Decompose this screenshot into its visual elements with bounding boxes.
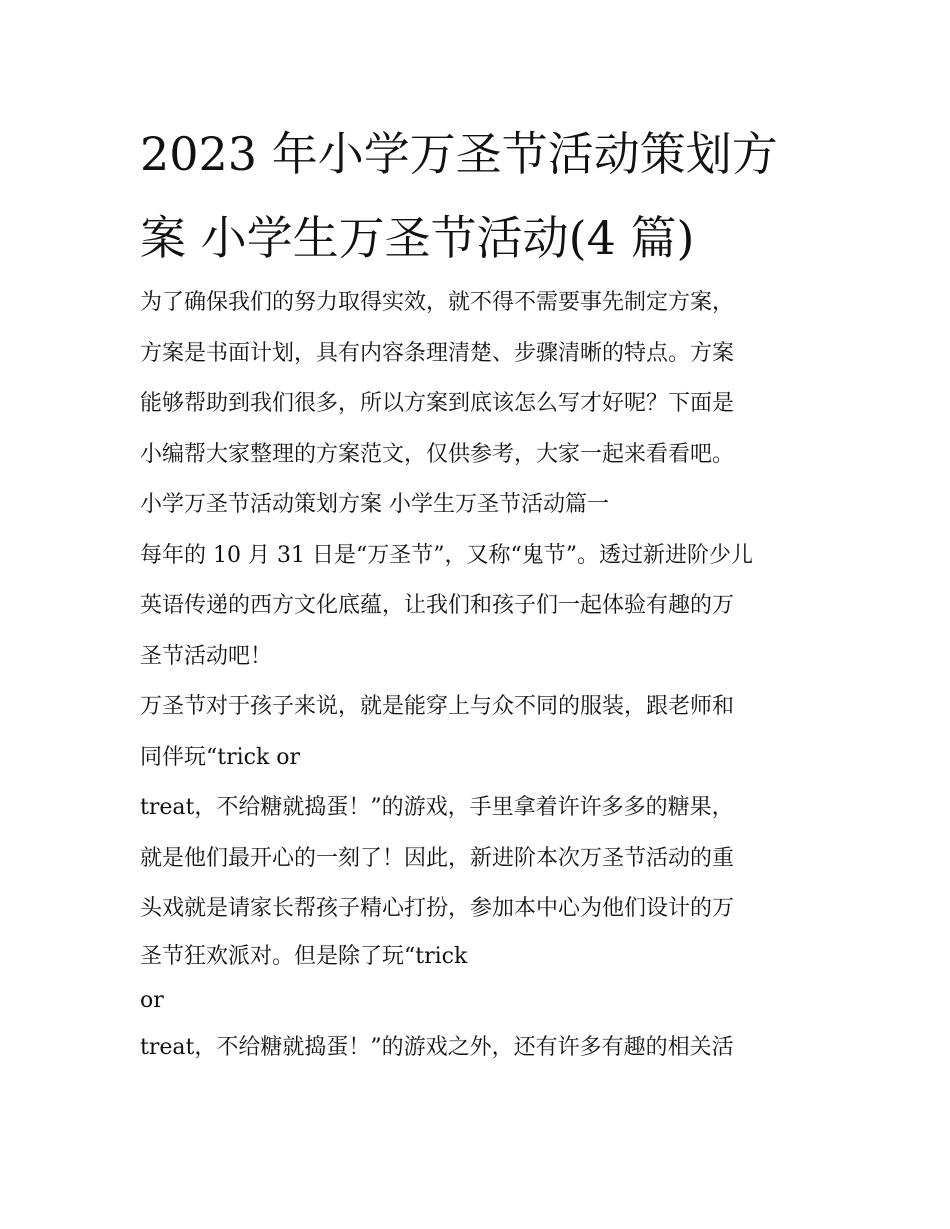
text-line: 圣节活动吧！	[140, 643, 273, 669]
text-line: 小编帮大家整理的方案范文，仅供参考，大家一起来看看吧。	[140, 441, 735, 467]
document-title	[140, 112, 830, 280]
text-line: 为了确保我们的努力取得实效，就不得不需要事先制定方案，	[140, 290, 735, 315]
text-line: 万圣节对于孩子来说，就是能穿上与众不同的服装，跟老师和	[140, 694, 735, 719]
text-line: treat，不给糖就捣蛋！”的游戏之外，还有许多有趣的相关活	[140, 1034, 734, 1060]
text-line: 就是他们最开心的一刻了！因此，新进阶本次万圣节活动的重	[140, 845, 735, 871]
section-heading: 小学万圣节活动策划方案 小学生万圣节活动篇一	[140, 492, 609, 517]
text-line: treat，不给糖就捣蛋！”的游戏，手里拿着许许多多的糖果，	[140, 795, 734, 820]
title-line-1: 2023 年小学万圣节活动策划方	[140, 127, 778, 181]
text-line: 同伴玩“trick or	[140, 744, 301, 770]
text-line: 头戏就是请家长帮孩子精心打扮，参加本中心为他们设计的万	[140, 896, 735, 921]
title-line-2: 案 小学生万圣节活动(4 篇)	[140, 211, 695, 265]
text-line: 能够帮助到我们很多，所以方案到底该怎么写才好呢？下面是	[140, 391, 735, 416]
text-line: 每年的 10 月 31 日是“万圣节”，又称“鬼节”。透过新进阶少儿	[140, 542, 753, 568]
text-line: 英语传递的西方文化底蕴，让我们和孩子们一起体验有趣的万	[140, 593, 735, 618]
document-body	[140, 278, 820, 1073]
text-line: or	[140, 987, 164, 1013]
text-line: 圣节狂欢派对。但是除了玩“trick	[140, 943, 468, 969]
text-line: 方案是书面计划，具有内容条理清楚、步骤清晰的特点。方案	[140, 340, 735, 366]
